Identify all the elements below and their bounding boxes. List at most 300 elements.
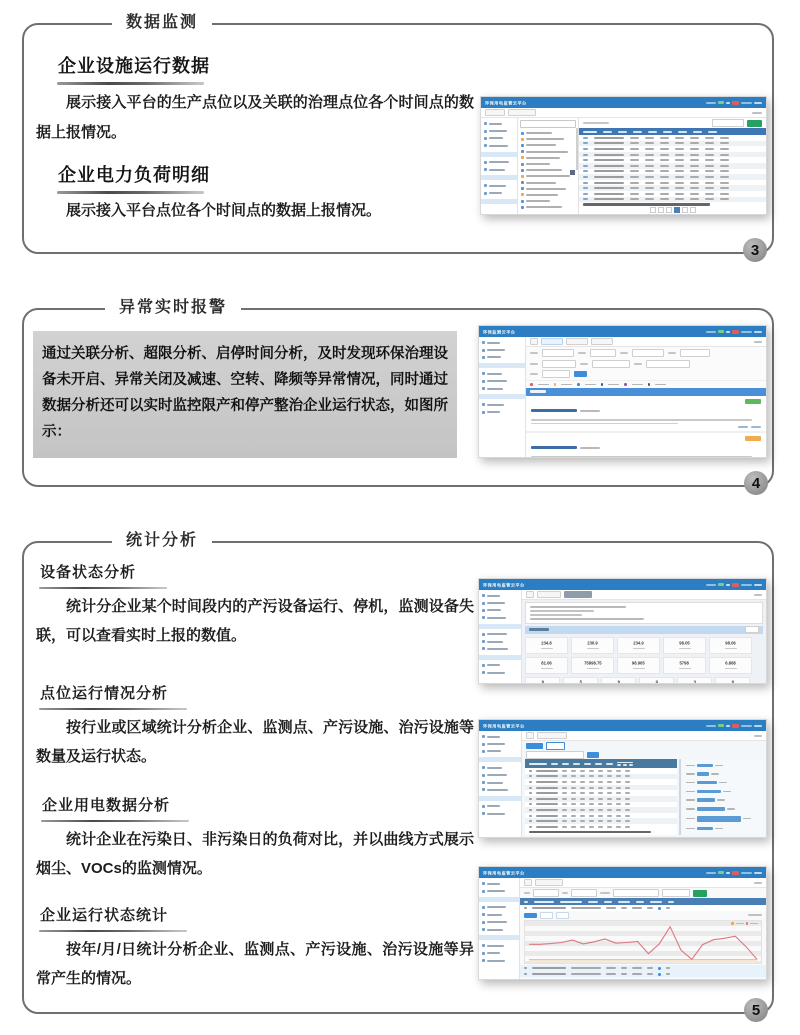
mock-b bbox=[720, 170, 729, 172]
mock-b bbox=[487, 883, 500, 885]
mock-b bbox=[580, 792, 585, 794]
mock-b bbox=[754, 584, 762, 586]
mock-b bbox=[562, 815, 567, 817]
mock-badge bbox=[745, 436, 761, 441]
mock-b bbox=[630, 137, 639, 139]
mock-b bbox=[675, 182, 684, 184]
mock-b bbox=[720, 182, 729, 184]
mock-b bbox=[580, 815, 585, 817]
mock-b bbox=[720, 198, 729, 200]
mock-b bbox=[630, 154, 639, 156]
gray-callout bbox=[33, 331, 457, 458]
mock-b bbox=[489, 145, 508, 147]
mock-b bbox=[489, 123, 502, 125]
mock-card bbox=[709, 657, 752, 674]
mock-b bbox=[705, 154, 714, 156]
mock-b bbox=[660, 182, 669, 184]
mock-nrow bbox=[479, 354, 525, 361]
mock-b bbox=[580, 447, 600, 449]
mock-b bbox=[598, 787, 603, 789]
mock-b bbox=[616, 815, 621, 817]
mock-b bbox=[482, 640, 485, 643]
mock-badge bbox=[745, 399, 761, 404]
mock-b bbox=[607, 775, 612, 777]
mock-b bbox=[675, 142, 684, 144]
mock-b bbox=[594, 142, 624, 144]
mock-nrow bbox=[479, 786, 521, 793]
mock-b bbox=[521, 206, 524, 209]
mock-b bbox=[526, 206, 562, 208]
mock-b bbox=[636, 901, 644, 903]
heading-power-load-detail: 企业电力负荷明细 bbox=[58, 165, 210, 185]
mock-nrow bbox=[479, 662, 521, 669]
mock-b bbox=[482, 906, 485, 909]
mock-b bbox=[686, 773, 695, 775]
mock-b bbox=[666, 907, 670, 909]
mock-b bbox=[660, 165, 669, 167]
mock-b bbox=[598, 815, 603, 817]
mock-afilter bbox=[526, 347, 766, 381]
mock-b bbox=[630, 187, 639, 189]
mock-b bbox=[526, 151, 568, 153]
mock-b bbox=[482, 411, 485, 414]
mock-b bbox=[630, 159, 639, 161]
mock-b bbox=[598, 770, 603, 772]
mock-b bbox=[484, 161, 487, 164]
mock-vscroll bbox=[576, 128, 578, 170]
mock-b bbox=[607, 781, 612, 783]
mock-b bbox=[571, 792, 576, 794]
mock-hscroll bbox=[529, 831, 651, 834]
mock-clegend bbox=[731, 922, 758, 925]
mock-b bbox=[686, 782, 695, 784]
mock-b bbox=[571, 967, 601, 969]
para-device-status: 统计分企业某个时间段内的产污设备运行、停机，监测设备失联，可以查看实时上报的数值。 bbox=[36, 598, 474, 644]
mock-b bbox=[645, 170, 654, 172]
mock-b bbox=[489, 137, 503, 139]
mock-mbody bbox=[481, 118, 766, 214]
mock-mnav bbox=[479, 731, 522, 837]
mock-b bbox=[720, 187, 729, 189]
mock-b bbox=[583, 154, 588, 156]
mock-b bbox=[589, 792, 594, 794]
mock-b bbox=[482, 735, 485, 738]
mock-cv: 230.9 bbox=[587, 640, 598, 646]
mock-ttool bbox=[522, 750, 766, 759]
mock-b bbox=[690, 148, 699, 150]
mock-b bbox=[529, 792, 532, 794]
para-alarm-description: 通过关联分析、超限分析、启停时间分析，及时发现环保治理设备未开启、异常关闭及减速、空转、降频等异常情况，同时通过数据分析还可以实时监控限产和停产整治企业运行状态，如图所示： bbox=[42, 346, 448, 440]
mock-b bbox=[482, 633, 485, 636]
mock-b bbox=[482, 805, 485, 808]
mock-b bbox=[484, 192, 487, 195]
mock-b bbox=[754, 735, 762, 737]
mock-b bbox=[705, 176, 714, 178]
mock-b bbox=[580, 803, 585, 805]
mock-b bbox=[697, 807, 725, 811]
mock-b bbox=[521, 144, 524, 147]
mock-b bbox=[629, 764, 633, 766]
mock-b bbox=[487, 356, 501, 358]
mock-nrow bbox=[479, 942, 519, 949]
mock-b bbox=[616, 770, 621, 772]
mock-b bbox=[529, 815, 532, 817]
mock-b bbox=[660, 176, 669, 178]
mock-b bbox=[583, 198, 588, 200]
mock-nrow bbox=[479, 607, 521, 614]
mock-b bbox=[741, 102, 752, 104]
mock-b bbox=[530, 363, 538, 365]
mock-card bbox=[663, 657, 706, 674]
mock-msub bbox=[522, 731, 766, 741]
mock-b bbox=[648, 131, 657, 133]
mock-chip bbox=[508, 109, 536, 116]
mock-input bbox=[632, 349, 664, 357]
mock-hic bbox=[706, 871, 762, 875]
mock-b bbox=[732, 724, 739, 728]
mock-grp bbox=[479, 655, 521, 660]
mock-pg bbox=[666, 207, 672, 213]
mock-b bbox=[726, 584, 730, 586]
mock-b bbox=[487, 774, 507, 776]
mock-b bbox=[487, 609, 501, 611]
mock-mmain bbox=[522, 590, 766, 683]
mock-b bbox=[675, 193, 684, 195]
mock-prow bbox=[686, 781, 760, 785]
mock-b bbox=[538, 384, 549, 386]
mock-b bbox=[705, 198, 714, 200]
mock-b bbox=[720, 165, 729, 167]
mock-cv: 6.868 bbox=[725, 660, 736, 666]
mock-nrow bbox=[479, 957, 519, 964]
mock-b bbox=[741, 584, 752, 586]
mock-b bbox=[690, 159, 699, 161]
mock-b bbox=[686, 808, 695, 810]
mock-grp bbox=[481, 175, 517, 180]
mock-b bbox=[625, 775, 630, 777]
mock-b bbox=[487, 960, 505, 962]
mock-b bbox=[706, 331, 716, 333]
mock-b bbox=[693, 131, 702, 133]
mock-b bbox=[616, 775, 621, 777]
mock-b bbox=[607, 787, 612, 789]
mock-nrow bbox=[479, 810, 521, 817]
mock-nrow bbox=[481, 166, 517, 173]
mock-b bbox=[606, 973, 616, 975]
mock-b bbox=[529, 787, 532, 789]
heading-underline bbox=[39, 587, 167, 589]
mock-b bbox=[720, 142, 729, 144]
mock-prow bbox=[686, 764, 760, 768]
mock-b bbox=[632, 967, 642, 969]
mock-dot bbox=[554, 383, 557, 386]
mock-b bbox=[633, 131, 642, 133]
mock-b bbox=[598, 820, 603, 822]
mock-b bbox=[647, 907, 653, 909]
mock-b bbox=[580, 781, 585, 783]
mock-b bbox=[589, 820, 594, 822]
mock-prow bbox=[686, 816, 760, 822]
mock-b bbox=[531, 446, 577, 449]
mock-b bbox=[530, 614, 582, 616]
mock-cv: 98.05 bbox=[679, 640, 690, 646]
mock-btn bbox=[693, 890, 707, 897]
mock-b bbox=[711, 773, 719, 775]
mock-b bbox=[583, 193, 588, 195]
mock-b bbox=[732, 871, 739, 875]
mock-b bbox=[487, 648, 508, 650]
mock-mmain bbox=[526, 337, 766, 457]
mock-chip bbox=[537, 732, 567, 739]
mock-b bbox=[536, 798, 558, 800]
mock-b bbox=[571, 803, 576, 805]
mock-b bbox=[705, 137, 714, 139]
mock-b bbox=[562, 820, 567, 822]
mock-b bbox=[571, 973, 601, 975]
mock-b bbox=[690, 137, 699, 139]
mock-b bbox=[487, 404, 504, 406]
mock-hic bbox=[706, 724, 762, 728]
para-run-state-statistics: 按年/月/日统计分析企业、监测点、产污设施、治污设施等异常产生的情况。 bbox=[36, 941, 474, 987]
mock-b bbox=[561, 384, 572, 386]
mock-b bbox=[598, 781, 603, 783]
mock-b bbox=[487, 349, 505, 351]
mock-b bbox=[484, 122, 487, 125]
mock-b bbox=[482, 594, 485, 597]
mock-b bbox=[482, 788, 485, 791]
mock-b bbox=[580, 798, 585, 800]
mock-b bbox=[580, 775, 585, 777]
mock-ttool bbox=[520, 888, 766, 898]
mock-b bbox=[487, 617, 506, 619]
mock-b bbox=[607, 803, 612, 805]
mock-b bbox=[725, 648, 737, 650]
mock-b bbox=[690, 142, 699, 144]
mock-b bbox=[645, 165, 654, 167]
mock-prow bbox=[686, 827, 760, 831]
mock-b bbox=[660, 193, 669, 195]
mock-b bbox=[645, 142, 654, 144]
mock-mtt: 环保用电监管云平台 bbox=[483, 871, 525, 876]
mock-prow bbox=[686, 807, 760, 811]
mock-b bbox=[754, 102, 762, 104]
para-point-operation: 按行业或区域统计分析企业、监测点、产污设施、治污设施等数量及运行状态。 bbox=[36, 719, 474, 765]
mock-acard bbox=[526, 396, 766, 433]
mock-b bbox=[754, 872, 762, 874]
mock-b bbox=[720, 176, 729, 178]
mock-b bbox=[594, 165, 624, 167]
mock-b bbox=[660, 170, 669, 172]
mock-b bbox=[580, 787, 585, 789]
mock-b bbox=[690, 176, 699, 178]
mock-b bbox=[617, 762, 633, 764]
mock-b bbox=[526, 182, 556, 184]
mock-b bbox=[736, 923, 744, 925]
mock-b bbox=[536, 826, 558, 828]
mock-b bbox=[536, 820, 558, 822]
mock-b bbox=[521, 156, 524, 159]
mock-b bbox=[560, 901, 582, 903]
mock-b bbox=[583, 187, 588, 189]
mock-b bbox=[526, 163, 550, 165]
mock-b bbox=[705, 165, 714, 167]
mock-card bbox=[639, 677, 674, 685]
mock-cv: 234.9 bbox=[633, 640, 644, 646]
mock-b bbox=[616, 792, 621, 794]
screenshot-alarm bbox=[478, 325, 767, 458]
mock-mbody bbox=[479, 590, 766, 683]
mock-thead bbox=[520, 898, 766, 905]
mock-pg bbox=[658, 207, 664, 213]
mock-b bbox=[487, 602, 505, 604]
mock-dot bbox=[601, 383, 604, 386]
mock-b bbox=[521, 150, 524, 153]
mock-ptable bbox=[525, 759, 677, 835]
mock-b bbox=[705, 159, 714, 161]
mock-b bbox=[529, 826, 532, 828]
mock-b bbox=[630, 182, 639, 184]
mock-b bbox=[594, 159, 624, 161]
mock-b bbox=[645, 137, 654, 139]
mock-dot bbox=[648, 383, 651, 386]
mock-b bbox=[650, 901, 662, 903]
mock-nrow bbox=[481, 182, 517, 189]
mock-b bbox=[679, 668, 691, 670]
mock-b bbox=[675, 170, 684, 172]
mock-chip bbox=[530, 338, 538, 345]
mock-b bbox=[526, 175, 570, 177]
section-title-realtime-alarm: 异常实时报警 bbox=[105, 295, 241, 321]
mock-chip bbox=[745, 626, 759, 633]
mock-b bbox=[632, 973, 642, 975]
mock-b bbox=[754, 331, 762, 333]
mock-b bbox=[580, 820, 585, 822]
mock-b bbox=[583, 142, 588, 144]
mock-b bbox=[706, 872, 716, 874]
mock-b bbox=[521, 200, 524, 203]
mock-b bbox=[532, 907, 566, 909]
mock-b bbox=[686, 765, 695, 767]
mock-b bbox=[482, 616, 485, 619]
mock-b bbox=[524, 907, 527, 909]
mock-b bbox=[521, 169, 524, 172]
mock-b bbox=[584, 763, 591, 765]
mock-cv: 98.06 bbox=[725, 640, 736, 646]
heading-underline bbox=[57, 82, 204, 85]
mock-b bbox=[589, 798, 594, 800]
mock-b bbox=[625, 803, 630, 805]
mock-b bbox=[589, 775, 594, 777]
mock-mmain bbox=[522, 731, 766, 837]
mock-nrow bbox=[479, 904, 519, 911]
mock-b bbox=[754, 594, 762, 596]
mock-b bbox=[487, 782, 503, 784]
mock-cv: 81.06 bbox=[541, 660, 552, 666]
mock-b bbox=[645, 159, 654, 161]
mock-b bbox=[594, 154, 624, 156]
mock-b bbox=[675, 154, 684, 156]
mock-b bbox=[725, 668, 737, 670]
mock-b bbox=[686, 799, 695, 801]
mock-b bbox=[482, 380, 485, 383]
mock-b bbox=[623, 764, 627, 766]
mock-b bbox=[484, 144, 487, 147]
mock-cv: 5798 bbox=[679, 660, 690, 666]
mock-b bbox=[606, 907, 616, 909]
mock-b bbox=[487, 890, 505, 892]
screenshot-monitoring bbox=[480, 96, 767, 215]
mock-b bbox=[589, 815, 594, 817]
mock-b bbox=[484, 184, 487, 187]
mock-grp bbox=[479, 394, 525, 399]
mock-b bbox=[663, 131, 672, 133]
mock-nrow bbox=[479, 950, 519, 957]
mock-b bbox=[487, 750, 501, 752]
mock-chip bbox=[566, 338, 588, 345]
mock-b bbox=[595, 763, 602, 765]
mock-b bbox=[621, 973, 627, 975]
mock-b bbox=[482, 647, 485, 650]
mock-card bbox=[525, 637, 568, 654]
mock-nrow bbox=[479, 346, 525, 353]
mock-b bbox=[675, 176, 684, 178]
mock-b bbox=[583, 131, 597, 133]
mock-b bbox=[618, 131, 627, 133]
mock-b bbox=[482, 356, 485, 359]
mock-trw bbox=[520, 204, 576, 210]
mock-b bbox=[616, 826, 621, 828]
mock-nrow bbox=[479, 919, 519, 926]
mock-mtt: 环保用电监管云平台 bbox=[483, 583, 525, 588]
para-power-data-analysis: 统计企业在污染日、非污染日的负荷对比，并以曲线方式展示烟尘、VOCs的监测情况。 bbox=[36, 831, 474, 877]
mock-dot bbox=[731, 922, 734, 925]
mock-dot bbox=[577, 383, 580, 386]
mock-chip bbox=[537, 591, 561, 598]
mock-b bbox=[697, 781, 717, 785]
section-title-statistics: 统计分析 bbox=[112, 528, 212, 554]
mock-card bbox=[617, 657, 660, 674]
mock-input bbox=[542, 349, 574, 357]
mock-b bbox=[484, 168, 487, 171]
mock-b bbox=[718, 583, 724, 586]
mock-pager bbox=[579, 206, 766, 215]
mock-b bbox=[617, 764, 621, 766]
mock-b bbox=[484, 130, 487, 133]
heading-underline bbox=[57, 191, 204, 194]
mock-b bbox=[666, 973, 670, 975]
mock-b bbox=[675, 165, 684, 167]
mock-mrow bbox=[520, 971, 766, 977]
mock-btn bbox=[574, 371, 587, 377]
mock-nrow bbox=[481, 120, 517, 127]
mock-dot bbox=[530, 383, 533, 386]
mock-b bbox=[720, 137, 729, 139]
mock-b bbox=[594, 193, 624, 195]
mock-b bbox=[607, 809, 612, 811]
mock-nrow bbox=[479, 599, 521, 606]
mock-mhead bbox=[479, 326, 766, 337]
mock-b bbox=[529, 798, 532, 800]
mock-search bbox=[520, 120, 576, 128]
mock-b bbox=[719, 782, 727, 784]
mock-b bbox=[718, 330, 724, 333]
mock-b bbox=[686, 791, 695, 793]
mock-b bbox=[607, 826, 612, 828]
mock-input bbox=[571, 889, 597, 897]
mock-b bbox=[482, 671, 485, 674]
mock-card bbox=[601, 677, 636, 685]
mock-b bbox=[726, 872, 730, 874]
